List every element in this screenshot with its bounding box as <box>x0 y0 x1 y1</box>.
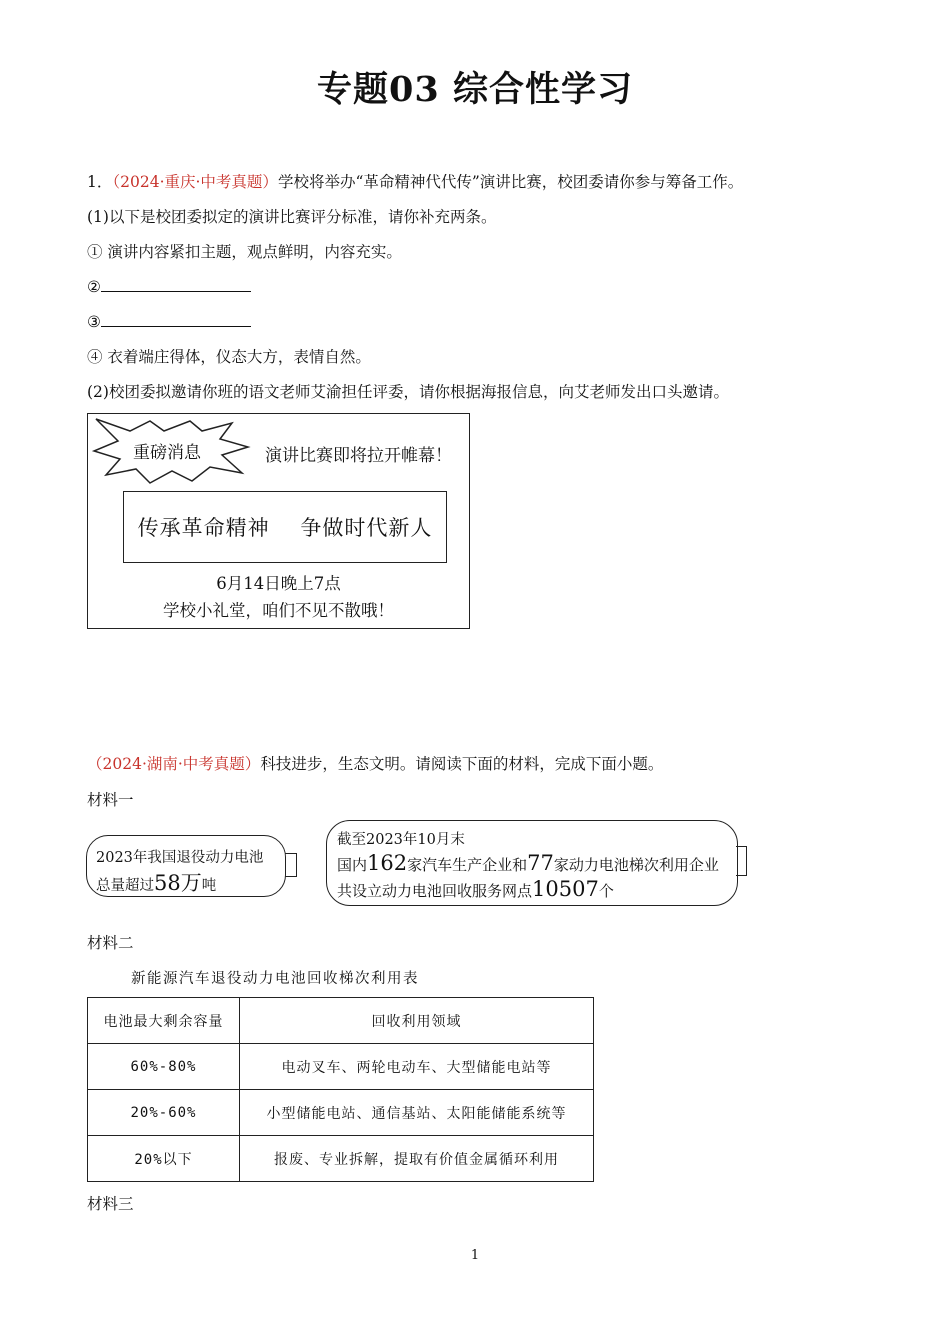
battery-2-text-e: 个 <box>598 882 614 900</box>
battery-2-line-3 <box>337 877 614 901</box>
page-title: 专题03 综合性学习 <box>317 69 633 110</box>
battery-2-text-b: 家汽车生产企业和 <box>407 856 528 874</box>
question-2-stem <box>87 754 663 774</box>
table-caption: 新能源汽车退役动力电池回收梯次利用表 <box>131 971 419 987</box>
question-1-part-1: (1)以下是校团委拟定的演讲比赛评分标准，请你补充两条。 <box>87 208 497 226</box>
battery-2-line-2 <box>337 851 719 875</box>
answer-blank-2[interactable] <box>101 277 251 292</box>
battery-1-line-2 <box>96 867 216 897</box>
battery-1-terminal <box>285 853 297 877</box>
recycling-table <box>87 997 594 1182</box>
criterion-3 <box>87 312 251 332</box>
battery-2-terminal <box>736 846 747 876</box>
material-1-label: 材料一 <box>87 791 134 809</box>
battery-2-figure-3: 10507 <box>532 877 599 901</box>
question-text: 学校将举办“革命精神代代传”演讲比赛，校团委请你参与筹备工作。 <box>277 173 744 191</box>
criterion-3-marker: ③ <box>87 313 101 331</box>
table-cell: 20%以下 <box>88 1136 240 1182</box>
question-2-text: 科技进步，生态文明。请阅读下面的材料，完成下面小题。 <box>260 755 664 773</box>
table-row <box>88 1136 594 1182</box>
battery-2-line-1: 截至2023年10月末 <box>337 832 465 848</box>
battery-1-unit: 吨 <box>201 878 217 894</box>
poster-date: 6月14日晚上7点 <box>216 574 341 593</box>
criterion-4: ④ 衣着端庄得体，仪态大方，表情自然。 <box>87 348 371 366</box>
table-header-cell: 电池最大剩余容量 <box>88 998 240 1044</box>
poster-place: 学校小礼堂，咱们不见不散哦！ <box>163 601 394 620</box>
table-header-row <box>88 998 594 1044</box>
question-source: （2024·重庆·中考真题） <box>112 173 278 191</box>
question-1-stem <box>87 172 743 192</box>
table-header-cell: 回收利用领域 <box>240 998 594 1044</box>
battery-2-figure-1: 162 <box>367 851 408 875</box>
battery-1-text: 总量超过 <box>96 878 154 894</box>
battery-2-text-a: 国内 <box>337 856 368 874</box>
criterion-2 <box>87 277 251 297</box>
question-number: 1． <box>87 173 113 191</box>
battery-1-figure: 58万 <box>154 871 202 895</box>
question-2-source: （2024·湖南·中考真题） <box>87 755 261 773</box>
battery-2-text-d: 共设立动力电池回收服务网点 <box>337 882 533 900</box>
battery-2-text-c: 家动力电池梯次利用企业 <box>553 856 719 874</box>
table-cell: 20%-60% <box>88 1090 240 1136</box>
criterion-2-marker: ② <box>87 278 101 296</box>
table-cell: 60%-80% <box>88 1044 240 1090</box>
battery-2-figure-2: 77 <box>527 851 554 875</box>
poster-headline: 演讲比赛即将拉开帷幕！ <box>265 446 452 466</box>
material-3-label: 材料三 <box>87 1195 134 1213</box>
table-row <box>88 1090 594 1136</box>
poster-slogan: 传承革命精神 争做时代新人 <box>137 516 433 540</box>
table-row <box>88 1044 594 1090</box>
table-cell: 小型储能电站、通信基站、太阳能储能系统等 <box>240 1090 594 1136</box>
material-2-label: 材料二 <box>87 934 134 952</box>
table-cell: 电动叉车、两轮电动车、大型储能电站等 <box>240 1044 594 1090</box>
battery-1-line-1: 2023年我国退役动力电池 <box>96 850 264 866</box>
answer-blank-3[interactable] <box>101 312 251 327</box>
poster-burst-text: 重磅消息 <box>133 443 201 463</box>
criterion-1: ① 演讲内容紧扣主题，观点鲜明，内容充实。 <box>87 243 402 261</box>
table-cell: 报废、专业拆解，提取有价值金属循环利用 <box>240 1136 594 1182</box>
page-number: 1 <box>470 1248 480 1263</box>
question-1-part-2: (2)校团委拟邀请你班的语文老师艾渝担任评委，请你根据海报信息，向艾老师发出口头邀请。 <box>87 383 729 401</box>
